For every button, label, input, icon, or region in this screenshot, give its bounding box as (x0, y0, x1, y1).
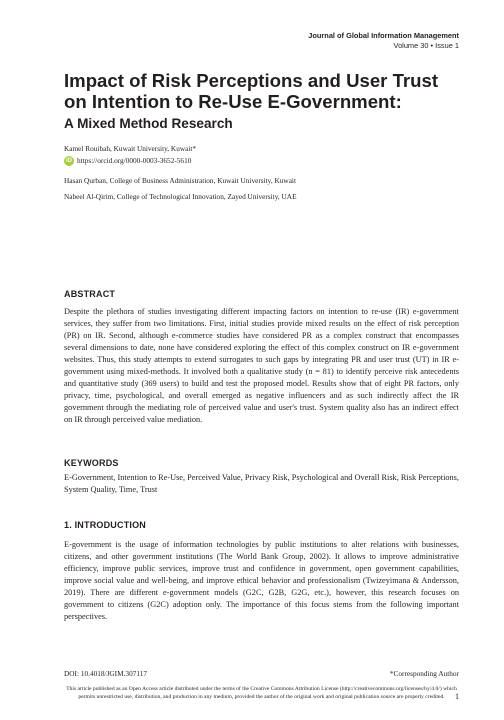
author-1: Kamel Rouibah, Kuwait University, Kuwait* (64, 144, 197, 153)
abstract-text: Despite the plethora of studies investigating different impacting factors on intention to re-use (IR) e-government services, they suffer from two limitations. First, initial studies provide mixed results on the effect of risk perception (PR) on IR. Second, although e-commerce studies have considered PR as a complex construct that encompasses several dimensions to date, none have considered exploring the effect of this complex construct on IR e-government websites. Thus, this study attempts to extend surrogates to such gaps by integrating PR and user trust (UT) in IR e-government using mixed-methods. It involved both a qualitative study (n = 81) to identify perceive risk antecedents and quantitative study (369 users) to build and test the proposed model. Results show that of eight PR factors, only privacy, time, psychological, and overall emerged as negative influencers and as such indirectly affect the IR government through the mediating role of perceived value and user's trust. System quality also has an indirect effect on IR through perceived value mediation. (64, 307, 459, 424)
orcid-link[interactable]: https://orcid.org/0000-0003-3652-5610 (77, 156, 192, 165)
introduction-heading: 1. INTRODUCTION (64, 520, 147, 530)
article-title: Impact of Risk Perceptions and User Trust on Intention to Re-Use E-Government: (64, 70, 439, 112)
license-notice: This article published as an Open Access article distributed under the terms of the Creative Commons Attribution License (http://creativecommons.org/licenses/by/4.0/) which permits unrestricted use, distribution, and production in any medium, provided the author of the original work and original publication source are properly credited. (66, 686, 457, 700)
keywords-heading: KEYWORDS (64, 458, 119, 468)
doi: DOI: 10.4018/JGIM.307117 (64, 669, 148, 678)
corresponding-author-note: *Corresponding Author (389, 669, 459, 678)
author-2: Hasan Qurban, College of Business Administration, Kuwait University, Kuwait (64, 176, 296, 185)
keywords-text: E-Government, Intention to Re-Use, Perceived Value, Privacy Risk, Psychological and Overall Risk, Risk Perceptions, System Quality, Time, Trust (64, 473, 459, 494)
article-subtitle: A Mixed Method Research (64, 116, 233, 131)
abstract-heading: ABSTRACT (64, 289, 116, 299)
journal-name: Journal of Global Information Management (308, 31, 459, 40)
orcid-icon: iD (66, 157, 72, 164)
introduction-text: E-government is the usage of information technologies by public institutions to alter relations with businesses, citizens, and other government institutions (The World Bank Group, 2002). It allows to improve administrative efficiency, improve public services, improve trust and confidence in government, open government capabilities, improve social value and well-being, and improve ethical behavior and professionalism (Twizeyimana & Andersson, 2019). There are different e-government models (G2C, G2B, G2G, etc.), however, this research focuses on government to citizens (G2C) adoption only. The importance of this focus stems from the following important perspectives. (64, 540, 459, 621)
page-number: 1 (455, 692, 459, 701)
orcid-row (64, 155, 191, 166)
volume-issue: Volume 30 • Issue 1 (393, 41, 459, 51)
author-3: Nabeel Al-Qirim, College of Technological Innovation, Zayed University, UAE (64, 192, 297, 201)
journal-header (308, 31, 459, 51)
